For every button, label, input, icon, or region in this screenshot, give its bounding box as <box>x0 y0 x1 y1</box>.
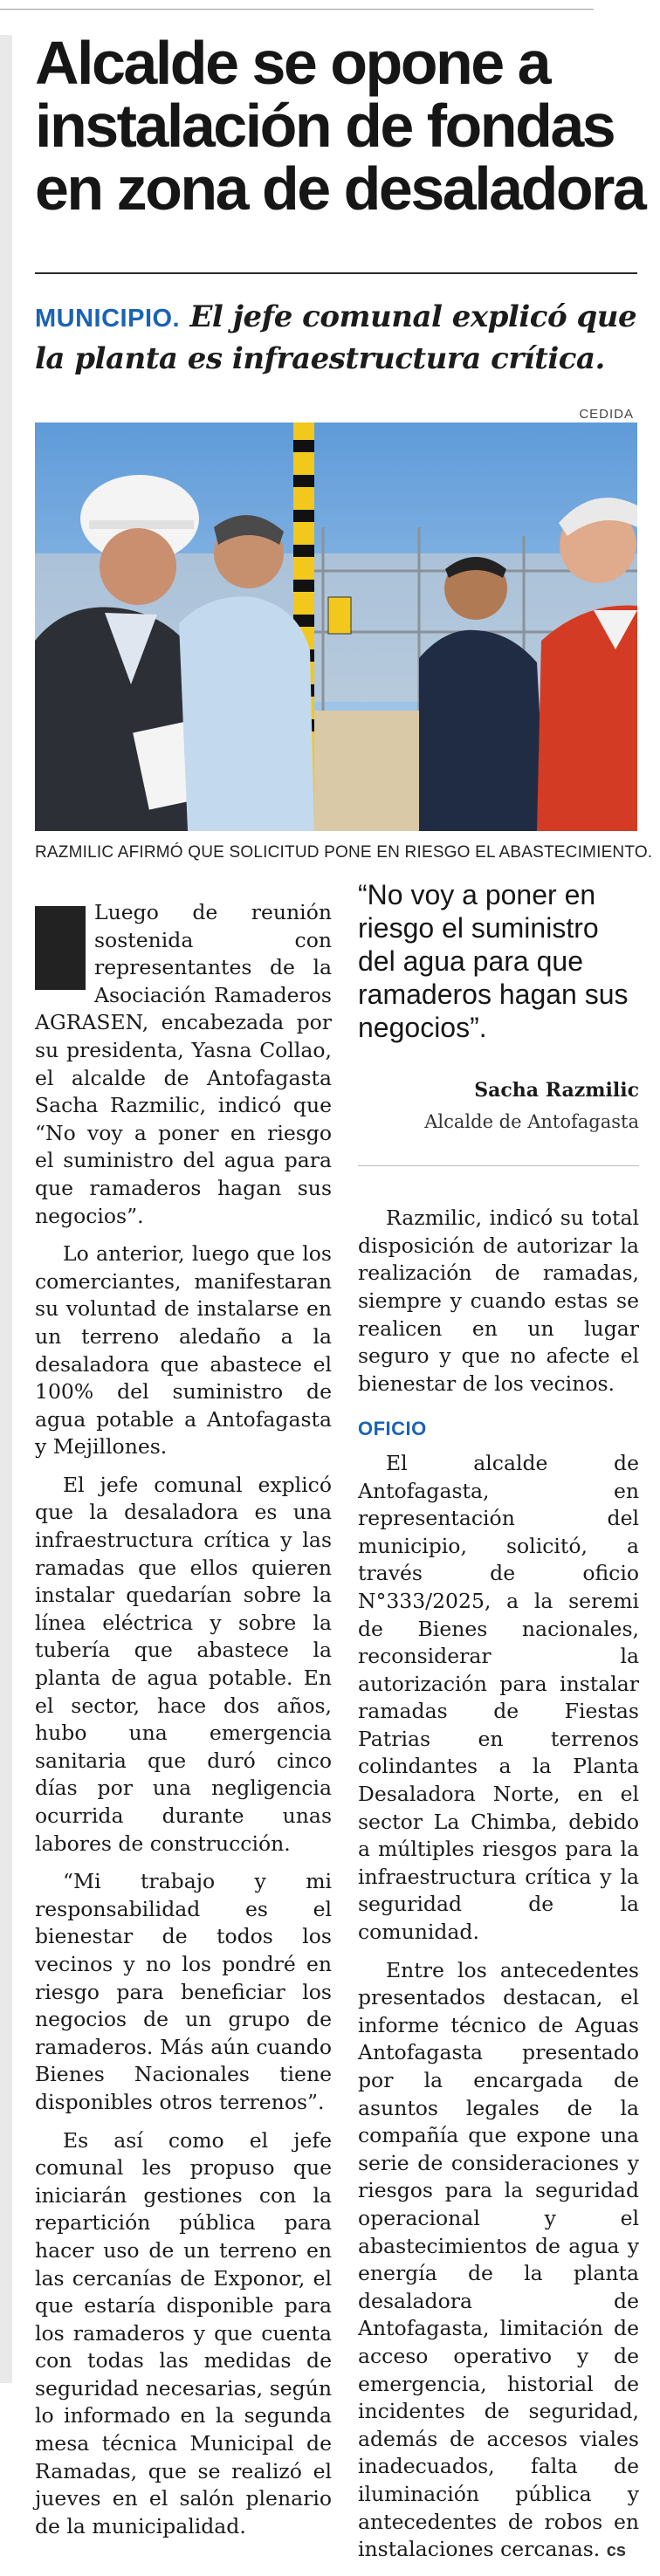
body-paragraph: Razmilic, indicó su total disposición de autorizar la realización de ramadas, siempre y cuando estas se realicen en un lugar seguro y que no afecte el bienestar de los vecinos. <box>358 1206 639 1396</box>
headline-line-2: instalación de fondas <box>35 92 615 160</box>
lead-text: El jefe comunal explicó que la planta es infraestructura crítica. <box>35 299 637 376</box>
headline-divider <box>35 272 637 274</box>
pull-quote: “No voy a poner en riesgo el suministro del agua para que ramaderos hagan sus negocios”. <box>358 879 629 1043</box>
lead-paragraph <box>35 297 637 379</box>
subheading: OFICIO <box>358 1418 427 1440</box>
photo-caption: RAZMILIC AFIRMÓ QUE SOLICITUD PONE EN RIESGO EL ABASTECIMIENTO. <box>35 843 653 862</box>
headline-line-3: en zona de desaladora <box>35 155 645 223</box>
page-margin-bar <box>0 35 12 2383</box>
body-column-left <box>35 899 332 2551</box>
drop-cap <box>35 906 86 990</box>
photo-credit: CEDIDA <box>579 407 634 422</box>
body-paragraph <box>35 899 332 1230</box>
body-paragraph: Es así como el jefe comunal les propuso que iniciarán gestiones con la repartición pública para hacer uso de un terreno en las cercanías de Exponor, el que estaría disponible para los ramaderos y que cuenta con todas las medidas de seguridad necesarias, según lo informado en la segunda mesa técnica Municipal de Ramadas, que se realizó el jueves en el salón plenario de la municipalidad. <box>35 2127 332 2538</box>
section-label: MUNICIPIO. <box>35 305 181 333</box>
body-paragraph: Lo anterior, luego que los comerciantes, manifestaran su voluntad de instalarse en un terreno aledaño a la desaladora que abastece el 100% del suministro de agua potable a Antofagasta y Mejillones. <box>35 1241 332 1460</box>
body-paragraph: “Mi trabajo y mi responsabilidad es el bienestar de todos los vecinos y no los pondré en riesgo para beneficiar los negocios de un grupo de ramaderos. Más aún cuando Bienes Nacionales tiene disponibles otros terrenos”. <box>35 1869 332 2114</box>
top-rule <box>0 9 594 10</box>
pull-quote-author: Sacha Razmilic <box>474 1079 639 1102</box>
body-paragraph-text: Entre los antecedentes presentados destacan, el informe técnico de Aguas Antofagasta presentado por la encargada de asuntos legales de la compañía que expone una serie de consideraciones y riesgos para la seguridad operacional y el abastecimientos de agua y energía de la planta desaladora de Antofagasta, limitación de acceso operativo y de emergencia, historial de incidentes de seguridad, además de accesos viales inadecuados, falta de iluminación pública y antecedentes de robos en instalaciones cercanas. <box>358 1957 639 2562</box>
pull-quote-divider <box>358 1165 639 1166</box>
headline-line-1: Alcalde se opone a <box>35 29 550 97</box>
first-paragraph-text: Luego de reunión sostenida con representantes de la Asociación Ramaderos AGRASEN, encabezada por su presidenta, Yasna Collao, el alcalde de Antofagasta Sacha Razmilic, indicó que “No voy a poner en riesgo el suministro del agua para que ramaderos hagan sus negocios”. <box>35 900 332 1228</box>
article-photo <box>35 422 637 831</box>
headline <box>35 29 645 223</box>
end-mark-icon: cs <box>606 2541 626 2561</box>
body-paragraph: El jefe comunal explicó que la desaladora es una infraestructura crítica y las ramadas que ellos quieren instalar quedarían sobre la línea eléctrica y sobre la tubería que abastece la planta de agua potable. En el sector, hace dos años, hubo una emergencia sanitaria que duró cinco días por una negligencia ocurrida durante unas labores de construcción. <box>35 1472 332 1856</box>
pull-quote-role: Alcalde de Antofagasta <box>424 1110 639 1132</box>
body-column-right <box>358 873 639 2576</box>
body-paragraph: El alcalde de Antofagasta, en representación del municipio, solicitó, a través de oficio N°333/2025, a la seremi de Bienes nacionales, reconsiderar la autorización para instalar ramadas de Fiestas Patrias en terrenos colindantes a la Planta Desaladora Norte, en el sector La Chimba, debido a múltiples riesgos para la infraestructura crítica y la seguridad de la comunidad. <box>358 1450 639 1945</box>
body-paragraph <box>358 1957 639 2566</box>
